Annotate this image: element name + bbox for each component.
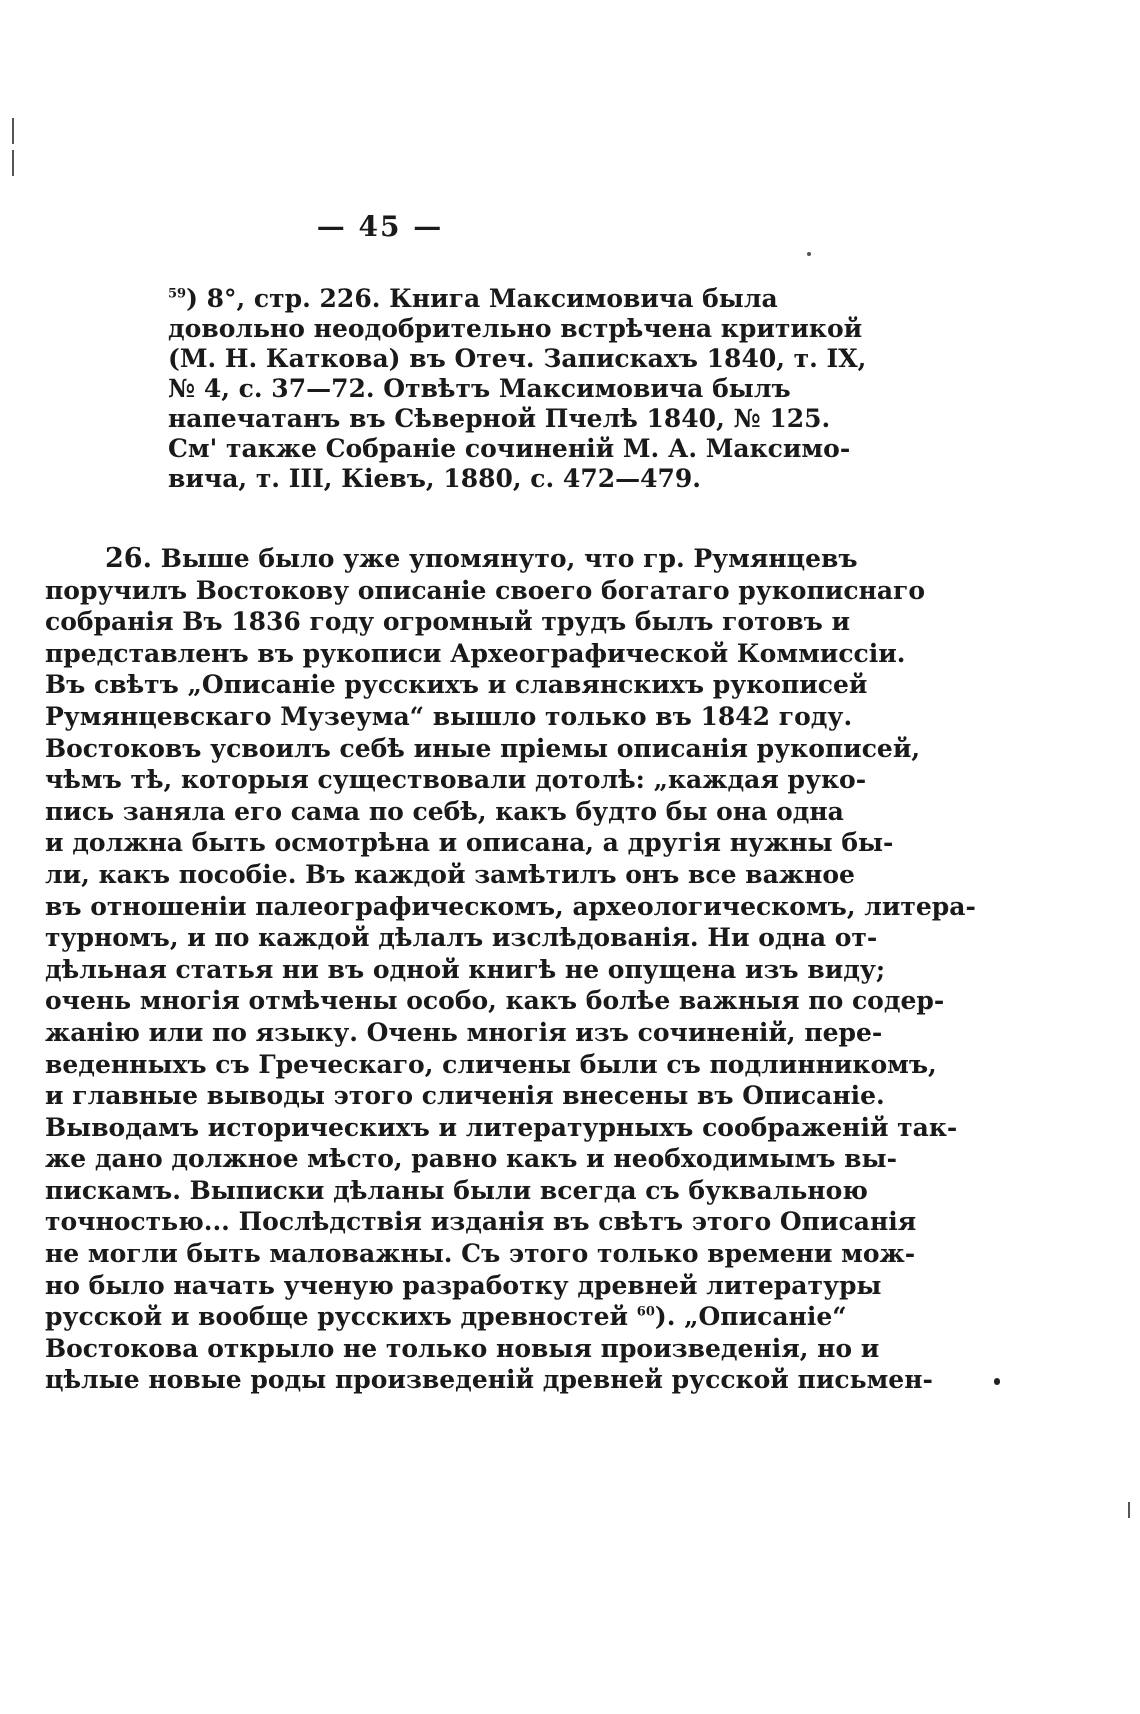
scan-dot-1 [807, 252, 811, 256]
footnote-line: довольно неодобрительно встрѣчена критикой [168, 314, 863, 343]
paragraph-number: 26. [105, 543, 152, 574]
paragraph-line: Востокова открыло не только новыя произведенія, но и [45, 1333, 880, 1363]
paragraph-line: пискамъ. Выписки дѣланы были всегда съ буквальною [45, 1175, 868, 1205]
footnote-line: См' также Собраніе сочиненій М. А. Максимо- [168, 434, 851, 463]
scan-mark-right [1128, 1502, 1130, 1518]
paragraph-line: и должна быть осмотрѣна и описана, а другія нужны бы- [45, 828, 894, 858]
paragraph-line: и главные выводы этого сличенія внесены въ Описаніе. [45, 1081, 885, 1111]
footnote-line: № 4, с. 37—72. Отвѣтъ Максимовича былъ [168, 374, 791, 403]
scan-dot-2 [994, 1378, 1000, 1385]
footnote-reference-60: 60 [636, 1304, 655, 1320]
paragraph-line: поручилъ Востокову описаніе своего богатаго рукописнаго [45, 575, 926, 605]
paragraph-line: Выводамъ историческихъ и литературныхъ соображеній так- [45, 1112, 958, 1142]
scan-mark-left-2 [12, 150, 14, 176]
paragraph-line: чѣмъ тѣ, которыя существовали дотолѣ: „каждая руко- [45, 765, 867, 795]
footnote-line: (М. Н. Каткова) въ Отеч. Запискахъ 1840, т. IX, [168, 344, 867, 373]
paragraph-line: жанію или по языку. Очень многія изъ сочиненій, пере- [45, 1017, 883, 1047]
paragraph-line: пись заняла его сама по себѣ, какъ будто бы она одна [45, 796, 844, 826]
paragraph-line: представленъ въ рукописи Археографической Коммиссіи. [45, 638, 906, 668]
paragraph-line: но было начать ученую разработку древней литературы [45, 1270, 882, 1300]
paragraph-line: же дано должное мѣсто, равно какъ и необходимымъ вы- [45, 1144, 897, 1174]
paragraph-line: Востоковъ усвоилъ себѣ иные пріемы описанія рукописей, [45, 733, 921, 763]
paragraph-line: очень многія отмѣчены особо, какъ болѣе важныя по содер- [45, 986, 945, 1016]
paragraph-26 [45, 543, 976, 1396]
paragraph-line: цѣлые новые роды произведеній древней русской письмен- [45, 1365, 933, 1395]
paragraph-line: турномъ, и по каждой дѣлалъ изслѣдованія. Ни одна от- [45, 923, 878, 953]
paragraph-line: собранія Въ 1836 году огромный трудъ былъ готовъ и [45, 607, 851, 637]
paragraph-line: Въ свѣтъ „Описаніе русскихъ и славянскихъ рукописей [45, 670, 868, 700]
paragraph-line: веденныхъ съ Греческаго, сличены были съ подлинникомъ, [45, 1049, 937, 1079]
paragraph-line: дѣльная статья ни въ одной книгѣ не опущена изъ виду; [45, 954, 886, 984]
paragraph-line: въ отношеніи палеографическомъ, археологическомъ, литера- [45, 891, 976, 921]
paragraph-first-line: 26. Выше было уже упомянуто, что гр. Румянцевъ [105, 543, 858, 574]
footnote-line: $^{59}$) 8°, стр. 226. Книга Максимовича была [168, 284, 778, 313]
footnote-line: напечатанъ въ Сѣверной Пчелѣ 1840, № 125. [168, 404, 831, 433]
paragraph-line: не могли быть маловажны. Съ этого только времени мож- [45, 1239, 916, 1269]
paragraph-line: русской и вообще русскихъ древностей $^{60}$). „Описаніе“ [45, 1302, 847, 1332]
footnote-59 [168, 284, 867, 494]
paragraph-line: точностью... Послѣдствія изданія въ свѣтъ этого Описанія [45, 1207, 917, 1237]
scan-mark-left-1 [12, 118, 14, 144]
page-number: — 45 — [316, 210, 444, 243]
paragraph-line: Румянцевскаго Музеума“ вышло только въ 1842 году. [45, 701, 853, 731]
footnote-line: вича, т. III, Кіевъ, 1880, с. 472—479. [168, 464, 701, 493]
paragraph-line: ли, какъ пособіе. Въ каждой замѣтилъ онъ все важное [45, 859, 855, 889]
footnote-marker: 59 [168, 286, 187, 302]
